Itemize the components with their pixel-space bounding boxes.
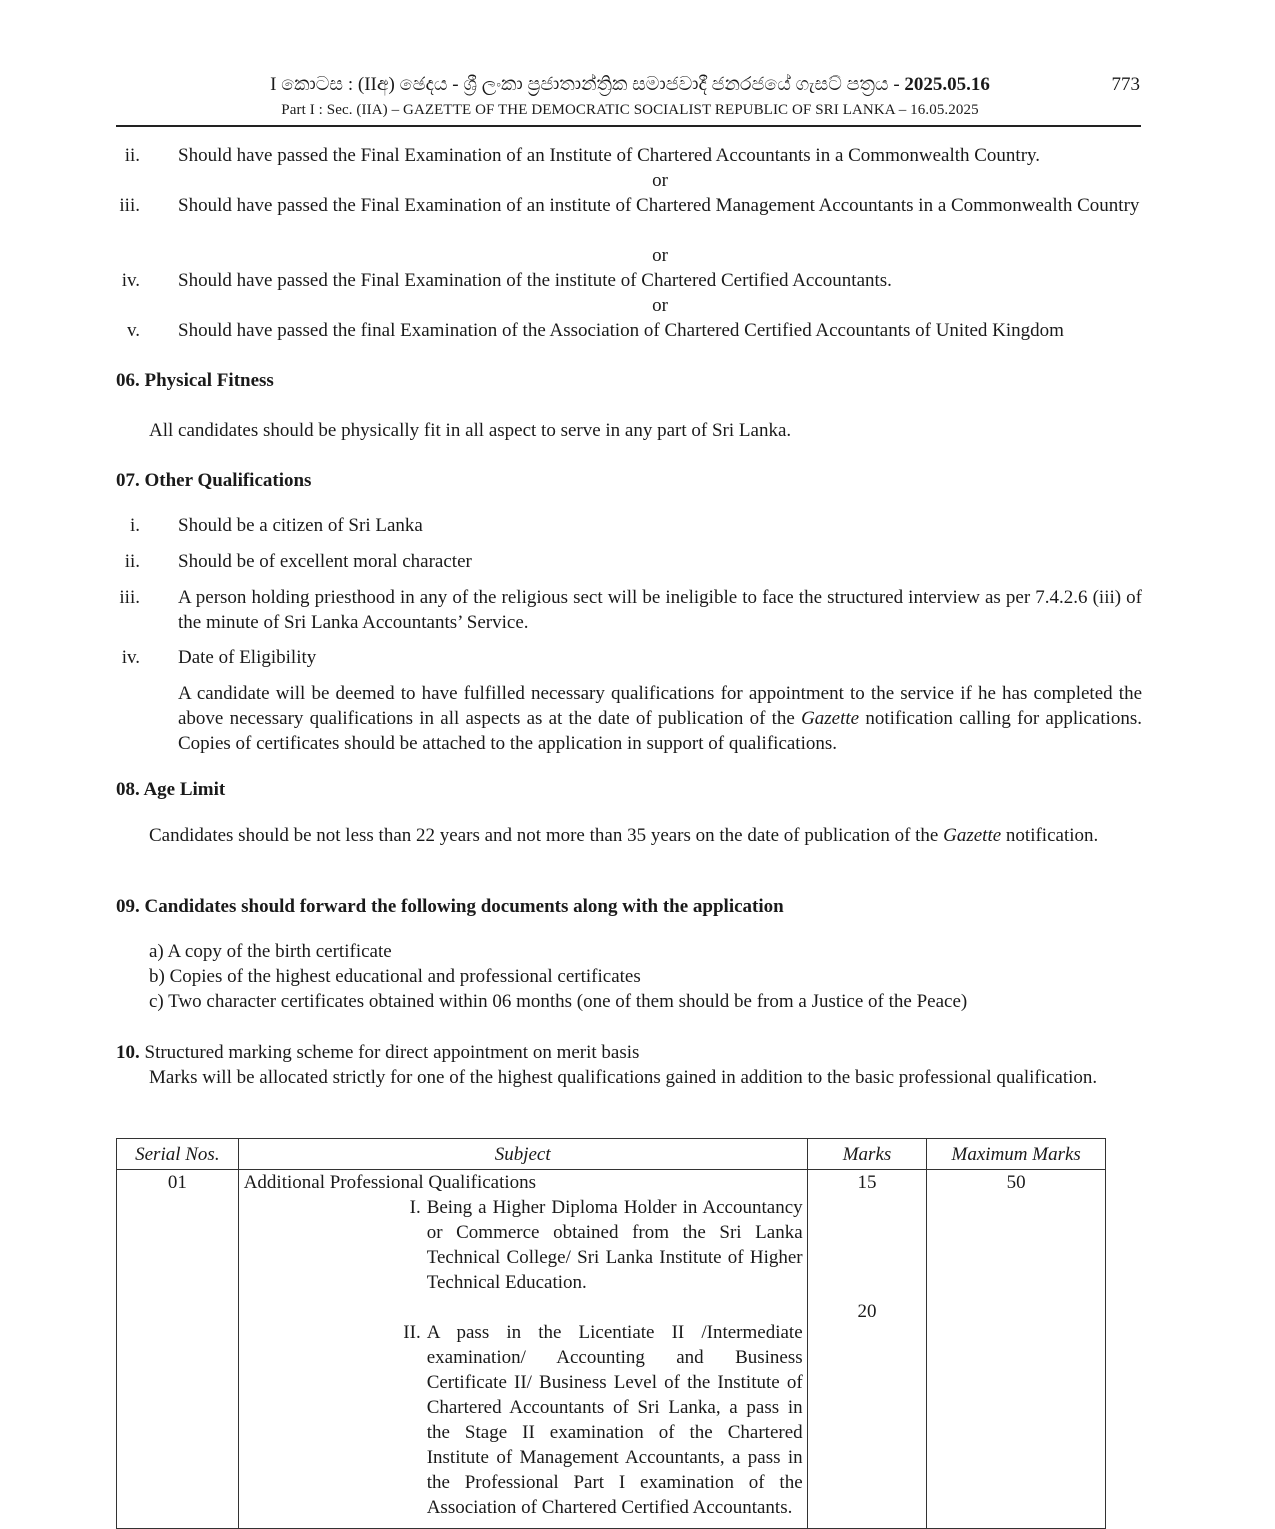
section-09-heading: 09. Candidates should forward the following documents along with the application	[116, 896, 784, 917]
subject-item-number: I.	[409, 1197, 421, 1218]
page-number: 773	[1111, 74, 1140, 95]
list-item	[116, 645, 1142, 670]
list-text: Should be a citizen of Sri Lanka	[178, 515, 423, 536]
eligibility-text-end: notification calling for applications. Copies of certificates should be attached to the application in support of qualifications.	[178, 708, 1142, 754]
table-header-row	[117, 1139, 1106, 1170]
eligibility-text	[178, 681, 1142, 756]
sinhala-header-line	[200, 72, 1060, 97]
list-text: Date of Eligibility	[178, 647, 317, 668]
spacer	[808, 1195, 927, 1299]
or-separator: or	[652, 245, 668, 266]
list-item	[116, 585, 1142, 635]
list-text: Should have passed the Final Examination of an Institute of Chartered Accountants in a Commonwealth Country.	[178, 145, 1041, 166]
document-item-c: c) Two character certificates obtained within 06 months (one of them should be from a Justice of the Peace)	[149, 991, 968, 1012]
header-maximum-marks: Maximum Marks	[927, 1139, 1106, 1170]
section-10-title: Structured marking scheme for direct appointment on merit basis	[139, 1042, 640, 1063]
list-number: ii.	[124, 145, 140, 166]
list-text: Should have passed the Final Examination of the institute of Chartered Certified Accountants.	[178, 270, 892, 291]
list-item	[116, 318, 1142, 343]
sinhala-header-text: I කොටස : (IIඅ) ඡෙදය - ශ්‍රී ලංකා ප්‍රජාතාන්ත්‍රික සමාජවාදී ජනරජයේ ගැසට් පත්‍රය -	[270, 74, 905, 95]
marking-scheme-table	[116, 1138, 1106, 1529]
list-text: Should have passed the Final Examination of an institute of Chartered Management Accountants in a Commonwealth Country	[178, 195, 1140, 216]
header-subject: Subject	[238, 1139, 807, 1170]
section-06-heading: 06. Physical Fitness	[116, 370, 274, 391]
subject-item-text: Being a Higher Diploma Holder in Accountancy or Commerce obtained from the Sri Lanka Technical College/ Sri Lanka Institute of Higher Technical Education.	[426, 1197, 803, 1293]
header-rule	[116, 125, 1141, 127]
cell-maximum-marks: 50	[927, 1170, 1106, 1529]
subject-item-text: A pass in the Licentiate II /Intermediate examination/ Accounting and Business Certificate II/ Business Level of the Institute of Chartered Accountants of Sri Lanka, a pass in the Stage II examination of the Chartered Institute of Management Accountants, a pass in the Professional Part I examination of the Association of Chartered Certified Accountants.	[426, 1322, 803, 1518]
list-item	[116, 513, 1142, 538]
or-separator: or	[652, 170, 668, 191]
list-number: i.	[129, 515, 140, 536]
document-item-b: b) Copies of the highest educational and professional certificates	[149, 966, 641, 987]
list-number: ii.	[124, 551, 140, 572]
marks-item-1: 15	[857, 1172, 877, 1193]
list-text: A person holding priesthood in any of the religious sect will be ineligible to face the structured interview as per 7.4.2.6 (iii) of the minute of Sri Lanka Accountants’ Service.	[178, 587, 1142, 633]
subject-item-2	[403, 1320, 803, 1520]
or-separator: or	[652, 295, 668, 316]
section-10-heading	[116, 1040, 639, 1065]
header-marks: Marks	[807, 1139, 927, 1170]
sinhala-header-date: 2025.05.16	[904, 74, 990, 95]
section-06-text: All candidates should be physically fit in all aspect to serve in any part of Sri Lanka.	[149, 420, 792, 441]
section-10-number: 10.	[116, 1042, 140, 1063]
list-number: v.	[126, 320, 140, 341]
list-text: Should have passed the final Examination of the Association of Chartered Certified Accountants of United Kingdom	[178, 320, 1064, 341]
age-gazette-word: Gazette	[943, 825, 1002, 846]
age-text-end: notification.	[1001, 825, 1099, 846]
list-item	[116, 268, 1142, 293]
cell-serial: 01	[117, 1170, 239, 1529]
list-number: iii.	[119, 195, 140, 216]
section-08-text	[149, 823, 1142, 848]
spacer	[239, 1295, 807, 1320]
cell-marks	[807, 1170, 927, 1529]
eligibility-gazette-word: Gazette	[801, 708, 860, 729]
table-row	[117, 1170, 1106, 1529]
eligibility-paragraph	[116, 681, 1142, 756]
subject-title: Additional Professional Qualifications	[243, 1172, 537, 1193]
list-item	[116, 143, 1142, 168]
header-serial: Serial Nos.	[117, 1139, 239, 1170]
section-08-heading: 08. Age Limit	[116, 779, 226, 800]
marks-item-2: 20	[857, 1301, 877, 1322]
age-text-start: Candidates should be not less than 22 years and not more than 35 years on the date of publication of the	[149, 825, 944, 846]
list-item	[116, 193, 1142, 218]
cell-subject	[238, 1170, 807, 1529]
subject-item-number: II.	[403, 1322, 421, 1343]
list-item	[116, 549, 1142, 574]
english-header-line: Part I : Sec. (IIA) – GAZETTE OF THE DEMOCRATIC SOCIALIST REPUBLIC OF SRI LANKA – 16.05.2025	[281, 102, 979, 118]
list-number: iv.	[121, 647, 140, 668]
subject-item-1	[409, 1195, 803, 1295]
list-text: Should be of excellent moral character	[178, 551, 472, 572]
eligibility-text-start: A candidate will be deemed to have fulfilled necessary qualifications for appointment to the service if he has completed the above necessary qualifications in all aspects as at the date of publication of the	[178, 683, 1142, 729]
list-number: iv.	[121, 270, 140, 291]
section-07-heading: 07. Other Qualifications	[116, 470, 312, 491]
list-number: iii.	[119, 587, 140, 608]
document-item-a: a) A copy of the birth certificate	[149, 941, 392, 962]
section-10-text: Marks will be allocated strictly for one of the highest qualifications gained in addition to the basic professional qualification.	[149, 1067, 1098, 1088]
